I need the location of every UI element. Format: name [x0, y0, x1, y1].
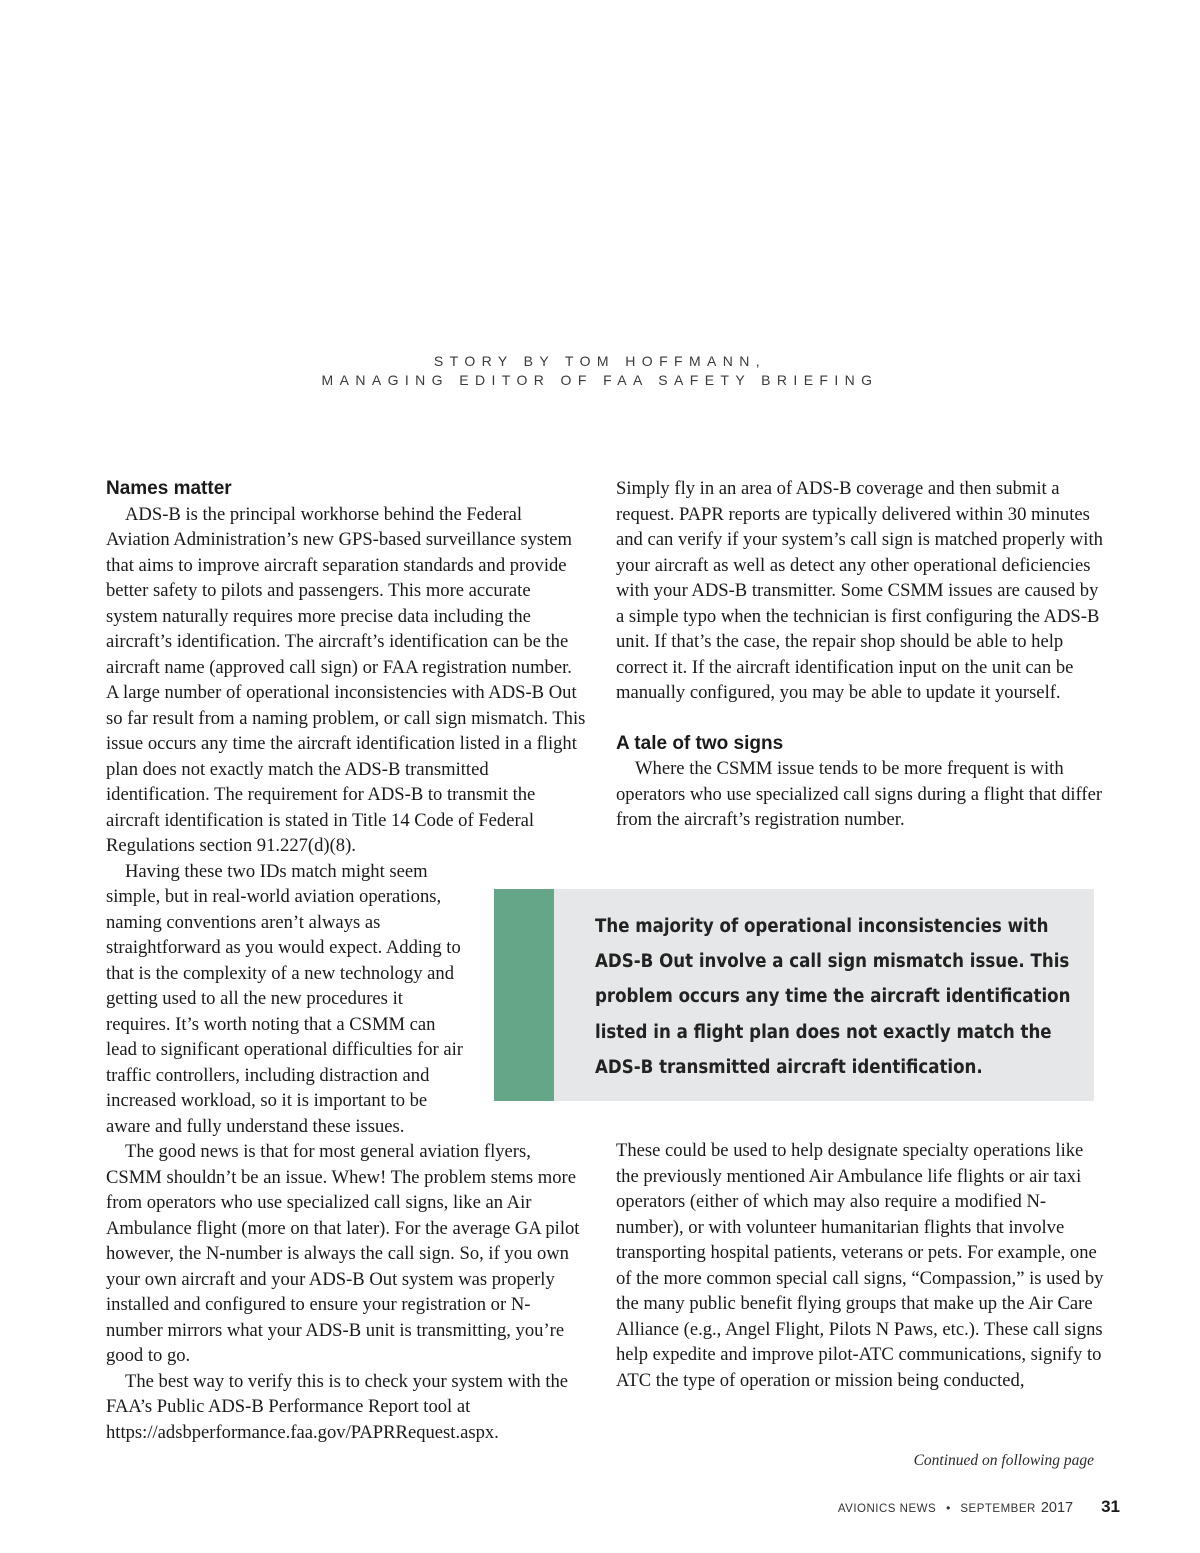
footer-publication: AVIONICS NEWS [837, 1503, 937, 1515]
paragraph: The good news is that for most general aviation flyers, CSMM shouldn’t be an issue. Whew! The problem stems more from operators who use specialized call signs, like an Air Ambulance flight (more on that later). For the average GA pilot however, the N-number is always the call sign. So, if you own your own aircraft and your ADS-B Out system was properly installed and configured to ensure your registration or N-number mirrors what your ADS-B unit is transmitting, you’re good to go. [106, 1141, 580, 1366]
right-column-bottom [616, 1138, 1106, 1393]
pull-quote-accent-bar [494, 889, 554, 1101]
section-heading-names-matter: Names matter [106, 478, 232, 499]
byline-author: STORY BY TOM HOFFMANN, [433, 353, 767, 369]
paragraph: Where the CSMM issue tends to be more frequent is with operators who use specialized call signs during a flight that differ from the aircraft’s registration number. [616, 758, 1103, 830]
pull-quote-text: The majority of operational inconsistencies with ADS-B Out involve a call sign mismatch issue. This problem occurs any time the aircraft identification listed in a flight plan does not exactly match the ADS-B transmitted aircraft identification. [595, 916, 1071, 1078]
continued-note: Continued on following page [913, 1452, 1094, 1469]
paragraph: Simply fly in an area of ADS-B coverage and then submit a request. PAPR reports are typically delivered within 30 minutes and can verify if your system’s call sign is matched properly with your aircraft as well as detect any other operational deficiencies with your ADS-B transmitter. Some CSMM issues are caused by a simple typo when the technician is first configuring the ADS-B unit. If that’s the case, the repair shop should be able to help correct it. If the aircraft identification input on the unit can be manually configured, you may be able to update it yourself. [616, 478, 1103, 703]
right-column-top [616, 476, 1106, 833]
section-heading-tale-of-two-signs: A tale of two signs [616, 732, 784, 754]
footer-bullet: • [946, 1501, 951, 1515]
footer-year: 2017 [1040, 1500, 1074, 1516]
byline-title: MANAGING EDITOR OF FAA SAFETY BRIEFING [321, 372, 879, 388]
page-number: 31 [1101, 1497, 1120, 1516]
footer-month: SEPTEMBER [960, 1503, 1036, 1515]
paragraph: The best way to verify this is to check your system with the FAA’s Public ADS-B Performance Report tool at https://adsbperformance.faa.gov/PAPRRequest.aspx. [106, 1370, 569, 1443]
paragraph: Having these two IDs match might seem simple, but in real-world aviation operations, naming conventions aren’t always as straightforward as you would expect. Adding to that is the complexity of a new technology and getting used to all the new procedures it requires. It’s worth noting that a CSMM can lead to significant operational difficulties for air traffic controllers, including distraction and increased workload, so it is important to be aware and fully understand these issues. [106, 860, 463, 1137]
paragraph: ADS-B is the principal workhorse behind the Federal Aviation Administration’s new GPS-based surveillance system that aims to improve aircraft separation standards and provide better safety to pilots and passengers. This more accurate system naturally requires more precise data including the aircraft’s identification. The aircraft’s identification can be the aircraft name (approved call sign) or FAA registration number. A large number of operational inconsistencies with ADS-B Out so far result from a naming problem, or call sign mismatch. This issue occurs any time the aircraft identification listed in a flight plan does not exactly match the ADS-B transmitted identification. The requirement for ADS-B to transmit the aircraft identification is stated in Title 14 Code of Federal Regulations section 91.227(d)(8). [106, 503, 586, 856]
byline [0, 352, 1200, 390]
pull-quote [494, 889, 1094, 1101]
paragraph: These could be used to help designate specialty operations like the previously mentioned Air Ambulance life flights or air taxi operators (either of which may also require a modified N-number), or with volunteer humanitarian flights that involve transporting hospital patients, veterans or pets. For example, one of the more common special call signs, “Compassion,” is used by the many public benefit flying groups that make up the Air Care Alliance (e.g., Angel Flight, Pilots N Paws, etc.). These call signs help expedite and improve pilot-ATC communications, signify to ATC the type of operation or mission being conducted, [616, 1140, 1104, 1391]
page-footer [838, 1497, 1120, 1517]
